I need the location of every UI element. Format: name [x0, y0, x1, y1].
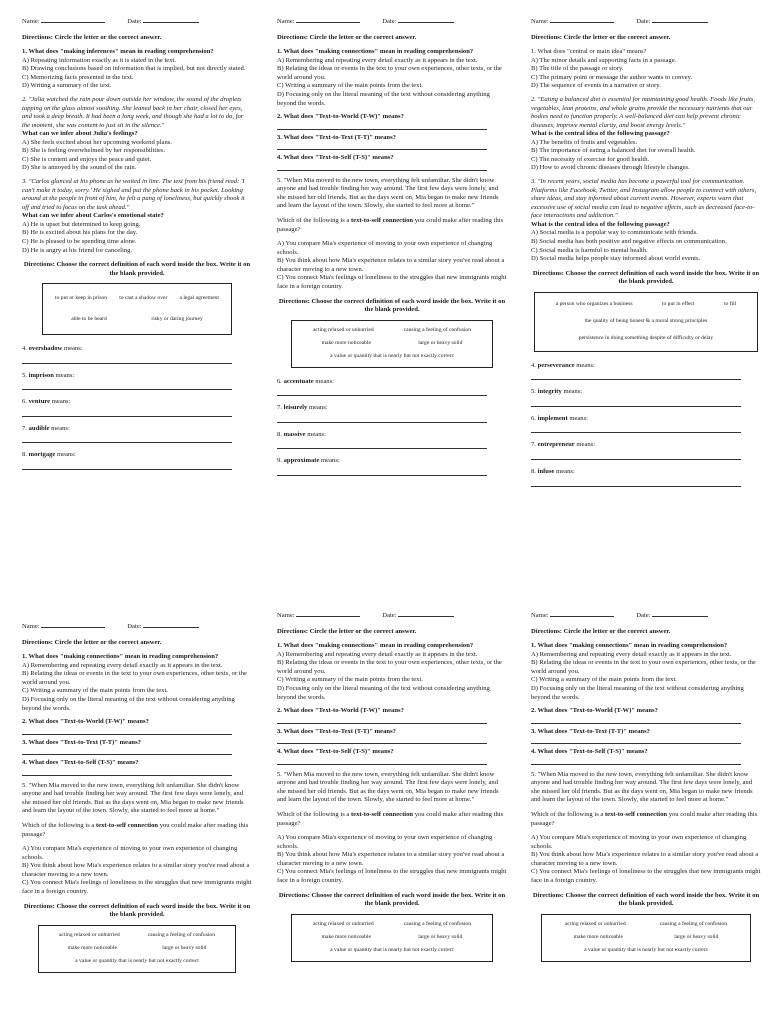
option[interactable]: B) Relating the ideas or events in the text to your own experiences, other texts, or the world around you. [277, 65, 502, 81]
option[interactable]: B) You think about how Mia's experience relates to a similar story you've read about a character moving to a new town. [531, 851, 759, 867]
vocab-word: audible [28, 424, 50, 432]
option[interactable]: B) You think about how Mia's experience relates to a similar story you've read about a character moving to a new town. [277, 851, 505, 867]
option[interactable]: B) You think about how Mia's experience relates to a similar story you've read about a character moving to a new town. [22, 862, 250, 878]
passage: 2. "Julia watched the rain pour down outside her window, the sound of the droplets tapping on the glass almost soothing. She leaned back in her chair, closed her eyes, and took a deep breath. It had been a long week, and though she had a lot to do, for the moment, she was content to just sit in the silence." [22, 95, 244, 129]
name-blank[interactable] [296, 16, 360, 23]
definition: a legal agreement [179, 295, 219, 302]
question-text: What can we infer about Julia's feelings? [22, 130, 138, 138]
vocab-item: 7. audible means: [22, 425, 252, 444]
vocab-item: 7. entrepreneur means: [531, 441, 761, 460]
name-blank[interactable] [41, 621, 105, 628]
option[interactable]: D) The sequence of events in a narrative or story. [531, 82, 661, 90]
option[interactable]: B) She is feeling overwhelmed by her responsibilities. [22, 147, 166, 155]
definition: to put or keep in prison [55, 295, 108, 302]
date-label: Date: [127, 18, 142, 25]
question-3 [22, 178, 252, 255]
option[interactable]: A) You compare Mia's experience of moving to your own experience of changing schools. [22, 845, 238, 861]
question-1: 1. What does "central or main idea" means? A) The minor details and supporting facts in a passage. B) The title of the passage or story. C) The primary point or message the author wants to convey. D) The sequence of events in a narrative or story. [531, 48, 761, 91]
option[interactable]: C) The primary point or message the author wants to convey. [531, 73, 693, 81]
vocab-item: 8. infuse means: [531, 468, 761, 487]
option[interactable]: C) She is content and enjoys the peace and quiet. [22, 155, 152, 163]
name-blank[interactable] [550, 610, 614, 617]
answer-line[interactable] [22, 358, 232, 364]
option[interactable]: A) Remembering and repeating every detail exactly as it appears in the text. [531, 650, 732, 658]
answer-line[interactable] [277, 738, 487, 744]
question-text: 1. What does "making inferences" mean in reading comprehension? [22, 48, 214, 56]
question-3: 3. "In recent years, social media has become a powerful tool for communication. Platforms like Facebook, Twitter, and Instagram allow people to connect with others, share ideas, and stay informed about current events. However, experts warn that excessive use of social media can lead to negative effects, such as decreased face-to-face interactions and addiction." What is the central idea of the following passage? A) Social media is a popular way to communicate with friends. B) Social media has both positive and negative effects on communication. C) Social media is harmful to mental health. D) Social media helps people stay informed about world events. [531, 178, 761, 264]
answer-line[interactable] [277, 759, 487, 765]
option[interactable]: A) Remembering and repeating every detail exactly as it appears in the text. [22, 661, 223, 669]
date-blank[interactable] [652, 610, 708, 617]
option[interactable]: C) Writing a summary of the main points from the text. [277, 82, 423, 90]
answer-line[interactable] [22, 384, 232, 390]
option[interactable]: D) Focusing only on the literal meaning of the text without considering anything beyond the words. [277, 684, 490, 701]
answer-line[interactable] [277, 443, 487, 449]
option[interactable]: A) You compare Mia's experience of moving to your own experience of changing schools. [531, 834, 747, 850]
worksheet-connections-bottom-left: Name: Date: Directions: Circle the letter or the correct answer. 1. What does "making connections" mean in reading comprehension? A) Remembering and repeating every detail exactly as it appears in the text. B) Relating the ideas or events in the text to your own experiences, other texts, or the world around you. C) Writing a summary of the main points from the text. D) Focusing only on the literal meaning of the text without considering anything beyond the words. 2. What does "Text-to-World (T-W)" means? 3. What does "Text-to-Text (T-T)" means? 4. What does "Text-to-Self (T-S)" means? 5. "When Mia moved to the new town, everything felt unfamiliar. She didn't know anyone and had trouble finding her way around. The first few days were lonely, and she missed her old friends. But as the days went on, Mia began to make new friends and learn the layout of the town. Slowly, she started to feel more at home." Which of the following is a text-to-self connection you could make after reading this passage? A) You compare Mia's experience of moving to your own experience of changing schools. B) You think about how Mia's experience relates to a similar story you've read about a character moving to a new town. C) You connect Mia's feelings of loneliness to the struggles that new immigrants might face in a foreign country. Directions: Choose the correct definition of each word inside the box. Write it on the blank provided. acting relaxed or unhurried causing a feeling of confusion make more noticeable large or heavy solid a value or quantity that is nearly but not exactly correct [22, 621, 252, 1021]
definition-box: acting relaxed or unhurried causing a feeling of confusion make more noticeable large or heavy solid a value or quantity that is nearly but not exactly correct [38, 925, 236, 973]
answer-line[interactable] [277, 124, 487, 130]
option[interactable]: B) Relating the ideas or events in the text to your own experiences, other texts, or the world around you. [277, 659, 502, 675]
option[interactable]: A) The benefits of fruits and vegetables. [531, 138, 638, 146]
option[interactable]: C) You connect Mia's feelings of loneliness to the struggles that new immigrants might face in a foreign country. [22, 879, 252, 895]
option[interactable]: A) You compare Mia's experience of moving to your own experience of changing schools. [277, 240, 493, 256]
answer-line[interactable] [277, 718, 487, 724]
vocab-item: 8. mortgage means: [22, 451, 252, 470]
passage: 3. "Carlos glanced at his phone as he waited in line. The text from his friend read: 'I can't make it today, sorry.' He sighed and put the phone back in his pocket. Looking around at the people in front of him, he felt a pang of loneliness, but quickly shook it off and tried to focus on the task ahead." [22, 178, 245, 211]
option[interactable]: D) Social media helps people stay informed about world events. [531, 255, 701, 263]
name-date-row: Name: Date: [277, 16, 507, 27]
definition: risky or daring journey [151, 316, 203, 323]
option[interactable]: C) He is pleased to be spending time alone. [22, 237, 137, 245]
name-blank[interactable] [296, 610, 360, 617]
question-2: 2. "Eating a balanced diet is essential for maintaining good health. Foods like fruits, vegetables, lean proteins, and whole grains provide the necessary nutrients that our bodies need to function properly. A well-balanced diet can help prevent chronic diseases, improve mental clarity, and boost energy levels." What is the central idea of the following passage? A) The benefits of fruits and vegetables. B) The importance of eating a balanced diet for overall health. C) The necessity of exercise for good health. D) How to avoid chronic diseases through lifestyle changes. [531, 96, 761, 173]
option[interactable]: B) You think about how Mia's experience relates to a similar story you've read about a character moving to a new town. [277, 257, 505, 273]
definition-box: acting relaxed or unhurried causing a feeling of confusion make more noticeable large or heavy solid a value or quantity that is nearly but not exactly correct [541, 914, 751, 962]
vocab-item: 4. overshadow means: [22, 345, 252, 364]
option[interactable]: D) She is annoyed by the sound of the rain. [22, 164, 137, 172]
option[interactable]: B) Relating the ideas or events in the text to your own experiences, other texts, or the world around you. [531, 659, 756, 675]
vocab-word: overshadow [28, 345, 63, 353]
vocab-directions: Directions: Choose the correct definition of each word inside the box. Write it on the blank provided. [532, 269, 760, 286]
answer-line[interactable] [22, 437, 232, 443]
question-1: 1. What does "making connections" mean in reading comprehension? A) Remembering and repeating every detail exactly as it appears in the text. B) Relating the ideas or events in the text to your own experiences, other texts, or the world around you. C) Writing a summary of the main points from the text. D) Focusing only on the literal meaning of the text without considering anything beyond the words. [277, 48, 507, 108]
worksheet-connections-top [277, 16, 507, 484]
answer-line[interactable] [531, 374, 741, 380]
option[interactable]: D) Focusing only on the literal meaning of the text without considering anything beyond the words. [531, 684, 744, 701]
answer-line[interactable] [277, 390, 487, 396]
option[interactable]: A) She feels excited about her upcoming weekend plans. [22, 138, 172, 146]
worksheet-inferences [22, 16, 252, 478]
option[interactable]: B) Drawing conclusions based on information that is implied, but not directly stated. [22, 65, 246, 73]
option[interactable]: C) You connect Mia's feelings of loneliness to the struggles that new immigrants might face in a foreign country. [277, 868, 507, 884]
option[interactable]: C) Social media is harmful to mental health. [531, 246, 648, 254]
option[interactable]: C) You connect Mia's feelings of loneliness to the struggles that new immigrants might face in a foreign country. [277, 274, 507, 290]
vocab-word: mortgage [28, 451, 56, 459]
worksheet-connections-bottom-middle: Name: Date: Directions: Circle the letter or the correct answer. 1. What does "making connections" mean in reading comprehension? A) Remembering and repeating every detail exactly as it appears in the text. B) Relating the ideas or events in the text to your own experiences, other texts, or the world around you. C) Writing a summary of the main points from the text. D) Focusing only on the literal meaning of the text without considering anything beyond the words. 2. What does "Text-to-World (T-W)" means? 3. What does "Text-to-Text (T-T)" means? 4. What does "Text-to-Self (T-S)" means? 5. "When Mia moved to the new town, everything felt unfamiliar. She didn't know anyone and had trouble finding her way around. The first few days were lonely, and she missed her old friends. But as the days went on, Mia began to make new friends and learn the layout of the town. Slowly, she started to feel more at home." Which of the following is a text-to-self connection you could make after reading this passage? A) You compare Mia's experience of moving to your own experience of changing schools. B) You think about how Mia's experience relates to a similar story you've read about a character moving to a new town. C) You connect Mia's feelings of loneliness to the struggles that new immigrants might face in a foreign country. Directions: Choose the correct definition of each word inside the box. Write it on the blank provided. acting relaxed or unhurried causing a feeling of confusion make more noticeable large or heavy solid a value or quantity that is nearly but not exactly correct [277, 610, 507, 1020]
question-text: Which of the following is a text-to-self connection you could make after reading this passage? [277, 217, 504, 233]
option[interactable]: A) Social media is a popular way to communicate with friends. [531, 229, 698, 237]
option[interactable]: D) How to avoid chronic diseases through lifestyle changes. [531, 164, 690, 172]
option[interactable]: C) Writing a summary of the main points from the text. [531, 676, 677, 684]
answer-line[interactable] [531, 427, 741, 433]
option[interactable]: B) He is excited about his plans for the day. [22, 229, 138, 237]
name-blank[interactable] [41, 16, 105, 23]
vocab-item: 5. integrity means: [531, 388, 761, 407]
question-1 [22, 48, 252, 91]
vocab-word: imprison [28, 371, 54, 379]
answer-line[interactable] [531, 718, 741, 724]
definition: able to be heard [71, 316, 107, 323]
worksheet-main-idea [531, 16, 761, 495]
option[interactable]: C) You connect Mia's feelings of loneliness to the struggles that new immigrants might face in a foreign country. [531, 868, 761, 884]
answer-line[interactable] [531, 454, 741, 460]
date-blank[interactable] [143, 621, 199, 628]
passage: 5. "When Mia moved to the new town, everything felt unfamiliar. She didn't know anyone and had trouble finding her way around. The first few days were lonely, and she missed her old friends. But as the days went on, Mia began to make new friends and learn the layout of the town. Slowly, she started to feel more at home." [277, 176, 499, 210]
option[interactable]: D) Focusing only on the literal meaning of the text without considering anything beyond the words. [22, 695, 235, 712]
answer-line[interactable] [22, 411, 232, 417]
option[interactable]: A) Remembering and repeating every detail exactly as it appears in the text. [277, 650, 478, 658]
option[interactable]: A) Remembering and repeating every detail exactly as it appears in the text. [277, 56, 478, 64]
vocab-item: 8. massive means: [277, 431, 507, 450]
vocab-word: venture [28, 398, 51, 406]
vocab-item: 6. venture means: [22, 398, 252, 417]
definition-box [42, 283, 232, 335]
definition-box: acting relaxed or unhurried causing a feeling of confusion make more noticeable large or heavy solid a value or quantity that is nearly but not exactly correct [291, 914, 493, 962]
question-2: 2. What does "Text-to-World (T-W)" means? [277, 113, 507, 130]
option[interactable]: A) The minor details and supporting facts in a passage. [531, 56, 677, 64]
vocab-item: 4. perseverance means: [531, 362, 761, 381]
option[interactable]: C) Writing a summary of the main points from the text. [22, 687, 168, 695]
vocab-directions: Directions: Choose the correct definition of each word inside the box. Write it on the blank provided. [23, 261, 251, 277]
option[interactable]: B) Relating the ideas or events in the text to your own experiences, other texts, or the world around you. [22, 670, 247, 686]
answer-line[interactable] [277, 417, 487, 423]
option[interactable]: B) The importance of eating a balanced diet for overall health. [531, 147, 696, 155]
question-text: What can we infer about Carlos's emotional state? [22, 212, 164, 220]
question-3: 3. What does "Text-to-Text (T-T)" means? [277, 134, 507, 151]
answer-line[interactable] [531, 401, 741, 407]
answer-line[interactable] [277, 144, 487, 150]
option[interactable]: A) He is upset but determined to keep going. [22, 220, 141, 228]
vocab-item: 6. accentuate means: [277, 378, 507, 397]
answer-line[interactable] [531, 759, 741, 765]
definition-box: a person who organizes a business to put in effect to fill the quality of being honest & a moral strong principles persistence in doing something despite of difficulty or delay [534, 292, 758, 352]
option[interactable]: A) Repeating information exactly as it is stated in the text. [22, 56, 176, 64]
question-5 [277, 177, 507, 292]
answer-line[interactable] [277, 165, 487, 171]
answer-line[interactable] [22, 729, 232, 735]
answer-line[interactable] [22, 749, 232, 755]
date-blank[interactable] [398, 16, 454, 23]
option[interactable]: D) Writing a summary of the text. [22, 82, 112, 90]
name-date-row: Name: Date: [531, 16, 761, 27]
directions: Directions: Circle the letter or the correct answer. [531, 33, 671, 41]
name-date-row [22, 16, 252, 27]
option[interactable]: D) He is angry at his friend for canceling. [22, 246, 133, 254]
worksheet-connections-bottom-right: Name: Date: Directions: Circle the letter or the correct answer. 1. What does "making connections" mean in reading comprehension? A) Remembering and repeating every detail exactly as it appears in the text. B) Relating the ideas or events in the text to your own experiences, other texts, or the world around you. C) Writing a summary of the main points from the text. D) Focusing only on the literal meaning of the text without considering anything beyond the words. 2. What does "Text-to-World (T-W)" means? 3. What does "Text-to-Text (T-T)" means? 4. What does "Text-to-Self (T-S)" means? 5. "When Mia moved to the new town, everything felt unfamiliar. She didn't know anyone and had trouble finding her way around. The first few days were lonely, and she missed her old friends. But as the days went on, Mia began to make new friends and learn the layout of the town. Slowly, she started to feel more at home." Which of the following is a text-to-self connection you could make after reading this passage? A) You compare Mia's experience of moving to your own experience of changing schools. B) You think about how Mia's experience relates to a similar story you've read about a character moving to a new town. C) You connect Mia's feelings of loneliness to the struggles that new immigrants might face in a foreign country. Directions: Choose the correct definition of each word inside the box. Write it on the blank provided. acting relaxed or unhurried causing a feeling of confusion make more noticeable large or heavy solid a value or quantity that is nearly but not exactly correct [531, 610, 761, 1020]
option[interactable]: B) The title of the passage or story. [531, 65, 624, 73]
vocab-item: 9. approximate means: [277, 457, 507, 476]
option[interactable]: A) You compare Mia's experience of moving to your own experience of changing schools. [277, 834, 493, 850]
answer-line[interactable] [531, 481, 741, 487]
vocab-item: 6. implement means: [531, 415, 761, 434]
definition-box: acting relaxed or unhurried causing a feeling of confusion make more noticeable large or heavy solid a value or quantity that is nearly but not exactly correct [291, 320, 493, 368]
directions: Directions: Circle the letter or the correct answer. [277, 33, 417, 41]
option[interactable]: C) Memorizing facts presented in the text. [22, 73, 134, 81]
date-blank[interactable] [398, 610, 454, 617]
vocab-item: 5. imprison means: [22, 372, 252, 391]
option[interactable]: C) The necessity of exercise for good health. [531, 155, 650, 163]
answer-line[interactable] [277, 470, 487, 476]
vocab-item: 7. leisurely means: [277, 404, 507, 423]
question-2 [22, 96, 252, 173]
directions: Directions: Circle the letter or the correct answer. [22, 33, 162, 41]
name-blank[interactable] [550, 16, 614, 23]
name-label: Name: [22, 18, 40, 25]
date-blank[interactable] [143, 16, 199, 23]
option[interactable]: D) Focusing only on the literal meaning of the text without considering anything beyond the words. [277, 90, 490, 107]
option[interactable]: C) Writing a summary of the main points from the text. [277, 676, 423, 684]
question-4: 4. What does "Text-to-Self (T-S)" means? [277, 154, 507, 171]
definition: to cast a shadow over [119, 295, 168, 302]
vocab-directions: Directions: Choose the correct definition of each word inside the box. Write it on the blank provided. [278, 297, 506, 314]
option[interactable]: B) Social media has both positive and negative effects on communication. [531, 237, 727, 245]
answer-line[interactable] [22, 770, 232, 776]
date-blank[interactable] [652, 16, 708, 23]
answer-line[interactable] [531, 738, 741, 744]
answer-line[interactable] [22, 464, 232, 470]
